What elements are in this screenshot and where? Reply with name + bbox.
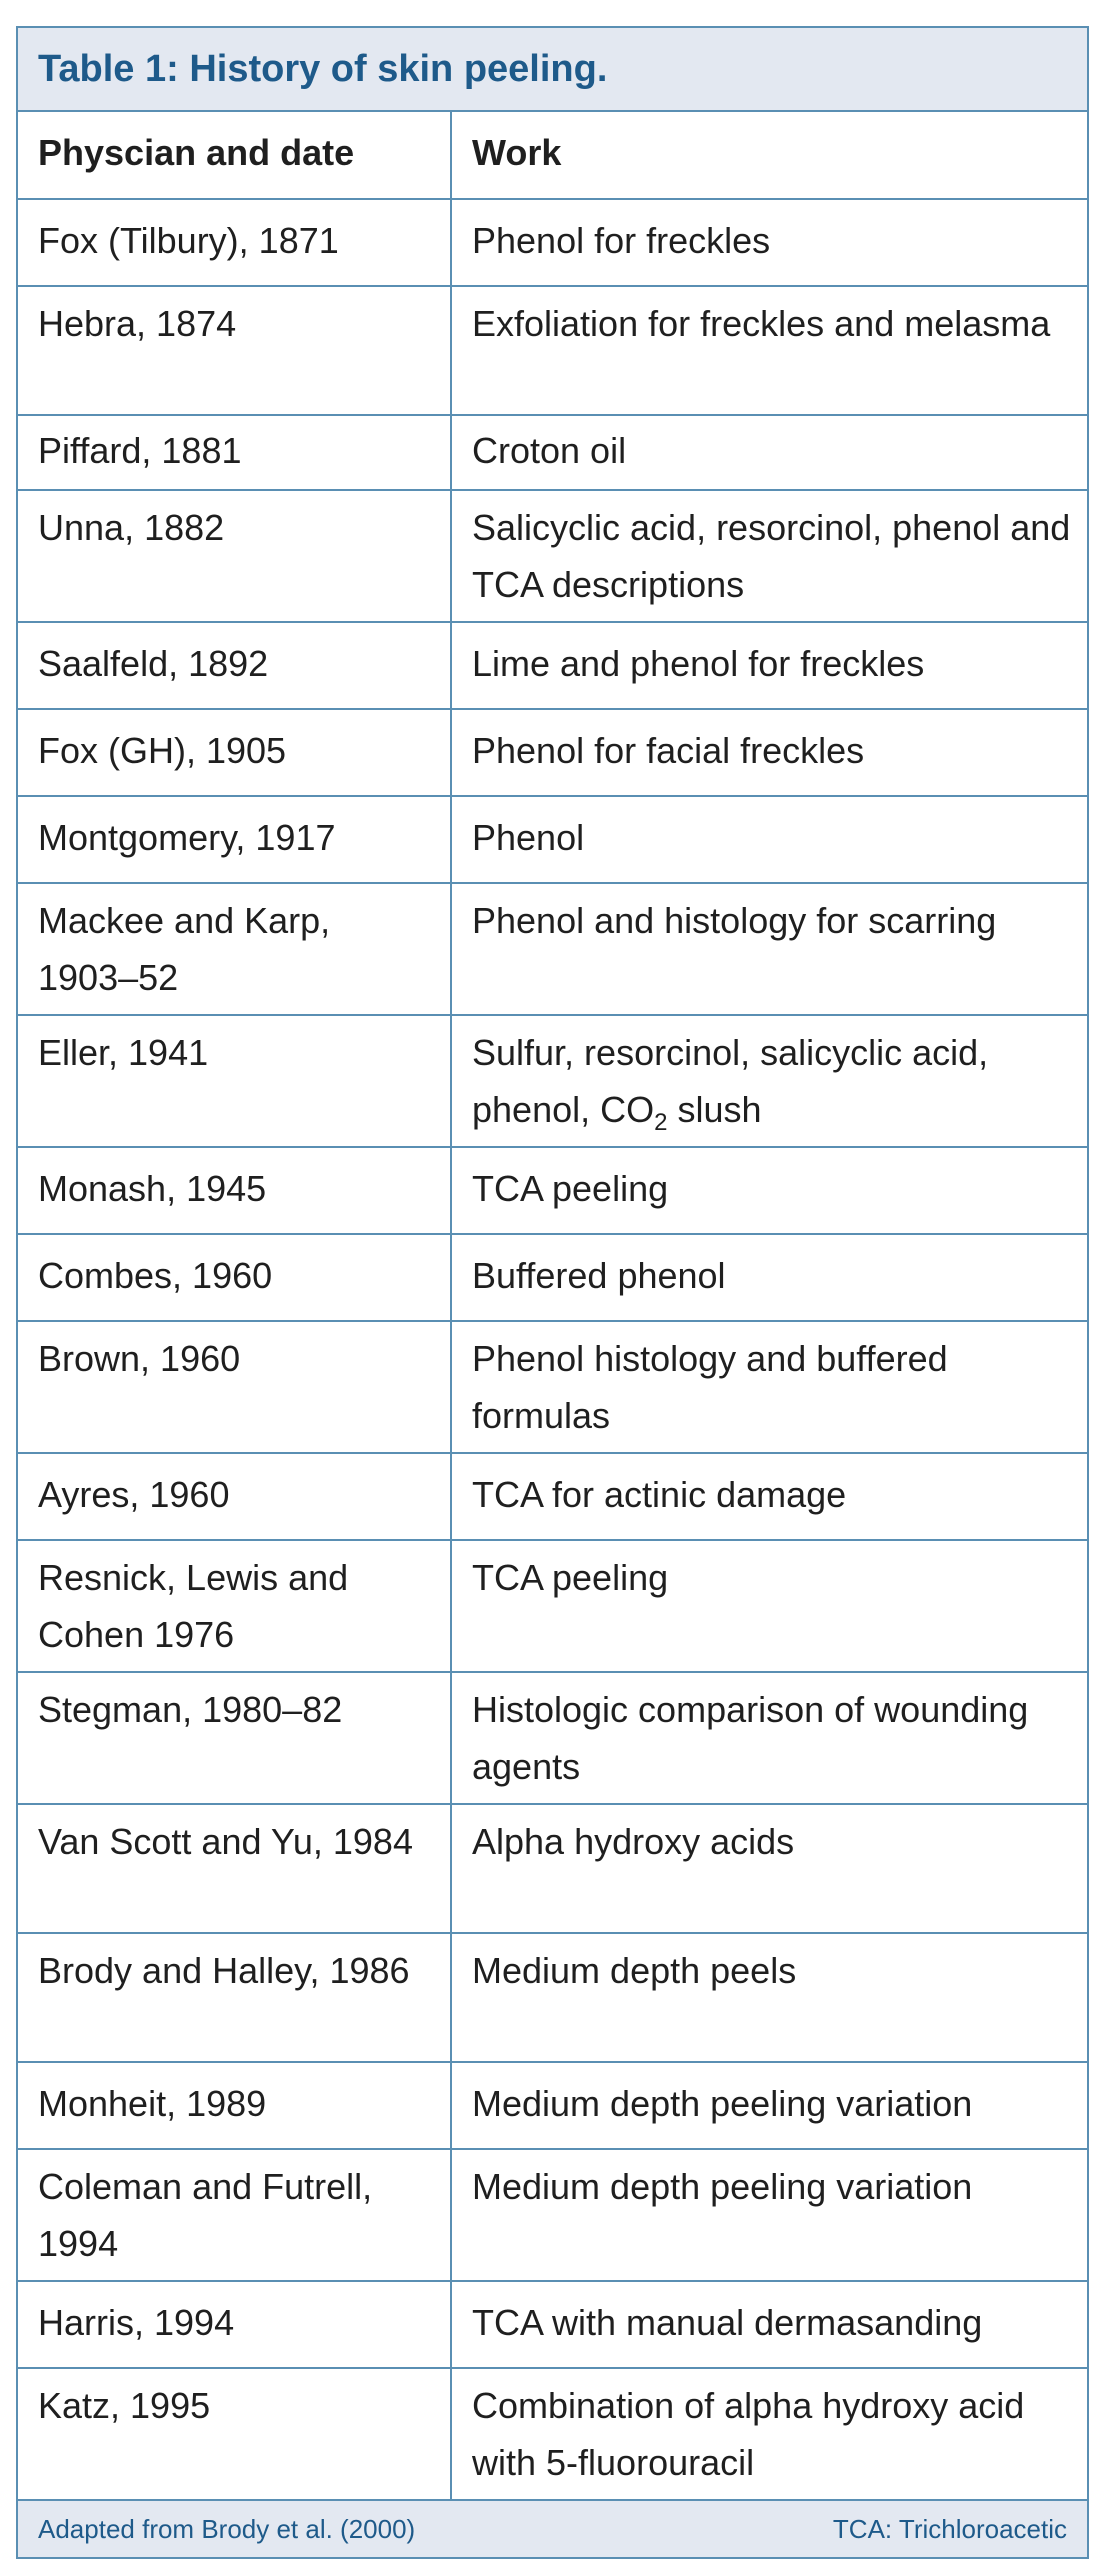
column-header-physician: Physcian and date [18, 112, 451, 199]
table-row [18, 286, 1087, 415]
physician-cell: Van Scott and Yu, 1984 [18, 1804, 451, 1933]
work-cell: Phenol [451, 796, 1087, 883]
column-header-work: Work [451, 112, 1087, 199]
physician-cell: Ayres, 1960 [18, 1453, 451, 1540]
table-row [18, 2062, 1087, 2149]
physician-cell: Montgomery, 1917 [18, 796, 451, 883]
table-row [18, 883, 1087, 1015]
work-text-suffix: slush [667, 1089, 762, 1130]
work-cell: Medium depth peeling variation [451, 2062, 1087, 2149]
physician-cell: Saalfeld, 1892 [18, 622, 451, 709]
table-row [18, 1672, 1087, 1804]
work-cell: TCA for actinic damage [451, 1453, 1087, 1540]
work-cell: Salicyclic acid, resorcinol, phenol and TCA descriptions [451, 490, 1087, 622]
physician-cell: Hebra, 1874 [18, 286, 451, 415]
work-cell: Medium depth peeling variation [451, 2149, 1087, 2281]
work-cell: Histologic comparison of wounding agents [451, 1672, 1087, 1804]
physician-cell: Brody and Halley, 1986 [18, 1933, 451, 2062]
work-cell: Lime and phenol for freckles [451, 622, 1087, 709]
work-cell: Phenol for freckles [451, 199, 1087, 286]
table-row [18, 1453, 1087, 1540]
table-row [18, 199, 1087, 286]
physician-cell: Harris, 1994 [18, 2281, 451, 2368]
source-note: Adapted from Brody et al. (2000) [38, 2513, 416, 2544]
work-cell: Croton oil [451, 415, 1087, 490]
work-cell: Phenol and histology for scarring [451, 883, 1087, 1015]
abbreviation-note: TCA: Trichloroacetic [832, 2513, 1067, 2544]
work-cell [451, 1015, 1087, 1147]
header-row [18, 112, 1087, 199]
physician-cell: Piffard, 1881 [18, 415, 451, 490]
work-cell: TCA with manual dermasanding [451, 2281, 1087, 2368]
work-text: Sulfur, resorcinol, salicyclic acid, phenol, CO [472, 1032, 989, 1130]
physician-cell: Unna, 1882 [18, 490, 451, 622]
table-row [18, 796, 1087, 883]
work-cell: Alpha hydroxy acids [451, 1804, 1087, 1933]
physician-cell: Stegman, 1980–82 [18, 1672, 451, 1804]
table-row [18, 1933, 1087, 2062]
table-row [18, 1321, 1087, 1453]
physician-cell: Monheit, 1989 [18, 2062, 451, 2149]
work-cell: Phenol for facial freckles [451, 709, 1087, 796]
table-footer [18, 2501, 1087, 2557]
physician-cell: Combes, 1960 [18, 1234, 451, 1321]
work-cell: TCA peeling [451, 1147, 1087, 1234]
physician-cell: Eller, 1941 [18, 1015, 451, 1147]
physician-cell: Resnick, Lewis and Cohen 1976 [18, 1540, 451, 1672]
table-row [18, 415, 1087, 490]
table-row [18, 1147, 1087, 1234]
table-row [18, 1015, 1087, 1147]
work-cell: Buffered phenol [451, 1234, 1087, 1321]
table-row [18, 709, 1087, 796]
history-table [16, 26, 1089, 2559]
physician-cell: Monash, 1945 [18, 1147, 451, 1234]
physician-cell: Fox (GH), 1905 [18, 709, 451, 796]
table-title: Table 1: History of skin peeling. [18, 28, 1087, 112]
table-row [18, 1540, 1087, 1672]
physician-cell: Brown, 1960 [18, 1321, 451, 1453]
physician-cell: Mackee and Karp, 1903–52 [18, 883, 451, 1015]
table-row [18, 2368, 1087, 2500]
work-cell: Exfoliation for freckles and melasma [451, 286, 1087, 415]
work-cell: TCA peeling [451, 1540, 1087, 1672]
table-row [18, 490, 1087, 622]
data-table [18, 112, 1087, 2501]
work-cell: Medium depth peels [451, 1933, 1087, 2062]
subscript-2: 2 [654, 1109, 668, 1137]
physician-cell: Fox (Tilbury), 1871 [18, 199, 451, 286]
table-row [18, 1234, 1087, 1321]
table-row [18, 2149, 1087, 2281]
table-row [18, 622, 1087, 709]
work-cell: Phenol histology and buffered formulas [451, 1321, 1087, 1453]
table-row [18, 1804, 1087, 1933]
physician-cell: Coleman and Futrell, 1994 [18, 2149, 451, 2281]
physician-cell: Katz, 1995 [18, 2368, 451, 2500]
work-cell: Combination of alpha hydroxy acid with 5-fluorouracil [451, 2368, 1087, 2500]
table-row [18, 2281, 1087, 2368]
